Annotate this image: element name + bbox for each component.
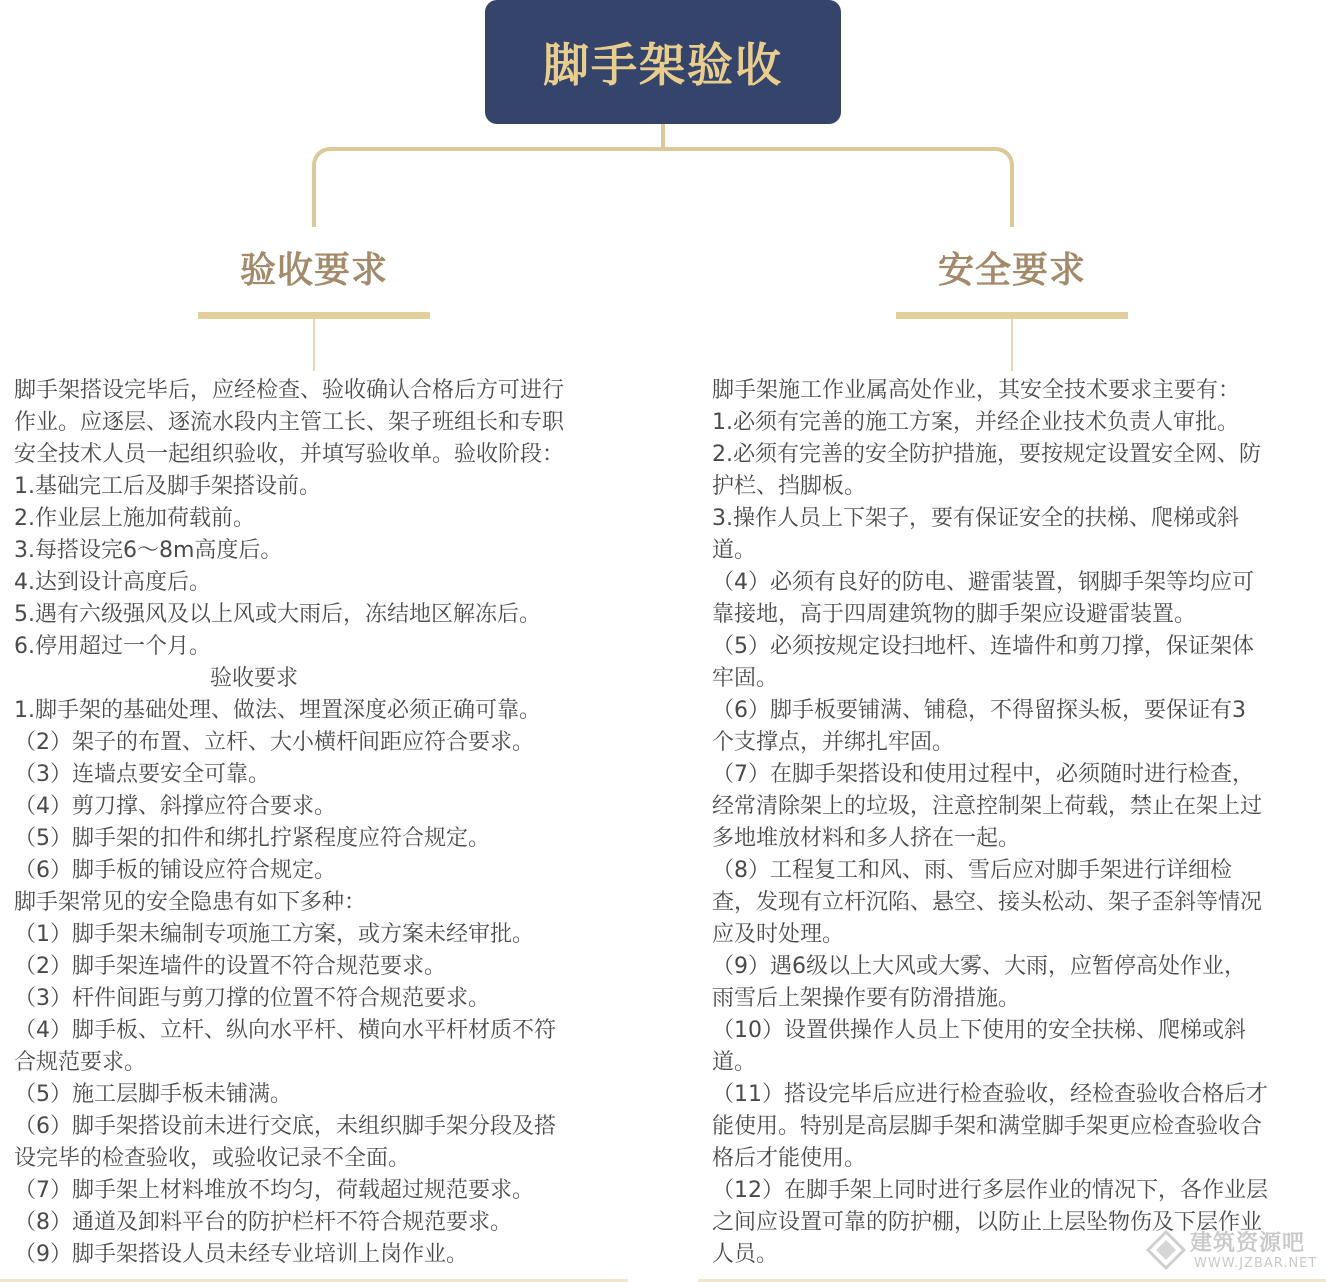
content-line: （2）架子的布置、立杆、大小横杆间距应符合要求。: [14, 730, 534, 755]
content-line: 合规范要求。: [14, 1050, 147, 1075]
content-line: 多地堆放材料和多人挤在一起。: [712, 826, 1021, 851]
watermark-text: 建筑资源吧: [1190, 1231, 1306, 1256]
content-line: （7）脚手架上材料堆放不均匀，荷载超过规范要求。: [14, 1178, 534, 1203]
content-line: 2.作业层上施加荷载前。: [14, 506, 255, 531]
content-line: （5）施工层脚手板未铺满。: [14, 1082, 292, 1107]
watermark: [1140, 1222, 1320, 1278]
root-node: [485, 0, 841, 124]
content-line: （11）搭设完毕后应进行检查验收，经检查验收合格后才: [712, 1082, 1268, 1107]
content-line: （7）在脚手架搭设和使用过程中，必须随时进行检查，: [712, 762, 1254, 787]
content-line: 4.达到设计高度后。: [14, 570, 211, 595]
right-branch-stem: [1011, 319, 1013, 371]
content-line: 2.必须有完善的安全防护措施，要按规定设置安全网、防: [712, 442, 1261, 467]
content-line: （6）脚手板的铺设应符合规定。: [14, 858, 336, 883]
content-line: 3.操作人员上下架子，要有保证安全的扶梯、爬梯或斜: [712, 506, 1239, 531]
content-line: 设完毕的检查验收，或验收记录不全面。: [14, 1146, 411, 1171]
content-line: （2）脚手架连墙件的设置不符合规范要求。: [14, 954, 446, 979]
left-branch-stem: [313, 319, 315, 371]
watermark-logo-icon: [1146, 1230, 1186, 1270]
content-line: 5.遇有六级强风及以上风或大雨后，冻结地区解冻后。: [14, 602, 541, 627]
content-line: （12）在脚手架上同时进行多层作业的情况下，各作业层: [712, 1178, 1268, 1203]
content-line: 格后才能使用。: [712, 1146, 867, 1171]
content-line: 6.停用超过一个月。: [14, 634, 211, 659]
content-line: 道。: [712, 538, 757, 563]
content-line: （4）剪刀撑、斜撑应符合要求。: [14, 794, 336, 819]
left-branch-underline: [198, 312, 430, 319]
content-line: 脚手架施工作业属高处作业，其安全技术要求主要有：: [712, 378, 1241, 403]
content-line: 牢固。: [712, 666, 779, 691]
content-line: （10）设置供操作人员上下使用的安全扶梯、爬梯或斜: [712, 1018, 1246, 1043]
content-line: （9）脚手架搭设人员未经专业培训上岗作业。: [14, 1242, 468, 1267]
content-line: 人员。: [712, 1242, 779, 1267]
content-line: （4）脚手板、立杆、纵向水平杆、横向水平杆材质不符: [14, 1018, 556, 1043]
content-line: （8）通道及卸料平台的防护栏杆不符合规范要求。: [14, 1210, 512, 1235]
root-title: 脚手架验收: [543, 38, 783, 92]
content-line: 作业。应逐层、逐流水段内主管工长、架子班组长和专职: [14, 410, 565, 435]
left-branch-title: 验收要求: [239, 250, 388, 291]
content-line: 雨雪后上架操作要有防滑措施。: [712, 986, 1021, 1011]
branch-connector: [312, 147, 1014, 227]
content-line: 个支撑点，并绑扎牢固。: [712, 730, 955, 755]
content-line: 安全技术人员一起组织验收，并填写验收单。验收阶段：: [14, 442, 565, 467]
content-line: （5）脚手架的扣件和绑扎拧紧程度应符合规定。: [14, 826, 490, 851]
content-line: （6）脚手板要铺满、铺稳，不得留探头板，要保证有3: [712, 698, 1246, 723]
content-line: 护栏、挡脚板。: [712, 474, 867, 499]
content-line: 靠接地，高于四周建筑物的脚手架应设避雷装置。: [712, 602, 1197, 627]
content-line: 之间应设置可靠的防护棚，以防止上层坠物伤及下层作业: [712, 1210, 1263, 1235]
left-content: [14, 375, 654, 1271]
right-branch-underline: [896, 312, 1128, 319]
content-line: 脚手架搭设完毕后，应经检查、验收确认合格后方可进行: [14, 378, 565, 403]
content-line: （3）杆件间距与剪刀撑的位置不符合规范要求。: [14, 986, 490, 1011]
watermark-sub: WWW.JZBAR.NET: [1194, 1256, 1318, 1271]
content-line: （9）遇6级以上大风或大雾、大雨，应暂停高处作业，: [712, 954, 1246, 979]
content-line: 3.每搭设完6～8m高度后。: [14, 538, 283, 563]
section-subheading: 验收要求: [209, 666, 298, 691]
content-line: （8）工程复工和风、雨、雪后应对脚手架进行详细检: [712, 858, 1232, 883]
content-line: 查，发现有立杆沉陷、悬空、接头松动、架子歪斜等情况: [712, 890, 1263, 915]
content-line: （5）必须按规定设扫地杆、连墙件和剪刀撑，保证架体: [712, 634, 1254, 659]
right-content: [712, 375, 1324, 1271]
content-line: （4）必须有良好的防电、避雷装置，钢脚手架等均应可: [712, 570, 1254, 595]
content-line: 经常清除架上的垃圾，注意控制架上荷载，禁止在架上过: [712, 794, 1263, 819]
content-line: 1.必须有完善的施工方案，并经企业技术负责人审批。: [712, 410, 1239, 435]
content-line: （6）脚手架搭设前未进行交底，未组织脚手架分段及搭: [14, 1114, 556, 1139]
content-line: 1.基础完工后及脚手架搭设前。: [14, 474, 321, 499]
content-line: 道。: [712, 1050, 757, 1075]
content-line: 应及时处理。: [712, 922, 845, 947]
content-line: 能使用。特别是高层脚手架和满堂脚手架更应检查验收合: [712, 1114, 1263, 1139]
content-line: 脚手架常见的安全隐患有如下多种：: [14, 890, 367, 915]
content-line: （3）连墙点要安全可靠。: [14, 762, 270, 787]
content-line: （1）脚手架未编制专项施工方案，或方案未经审批。: [14, 922, 534, 947]
right-branch-title: 安全要求: [937, 250, 1086, 291]
content-line: 1.脚手架的基础处理、做法、埋置深度必须正确可靠。: [14, 698, 541, 723]
